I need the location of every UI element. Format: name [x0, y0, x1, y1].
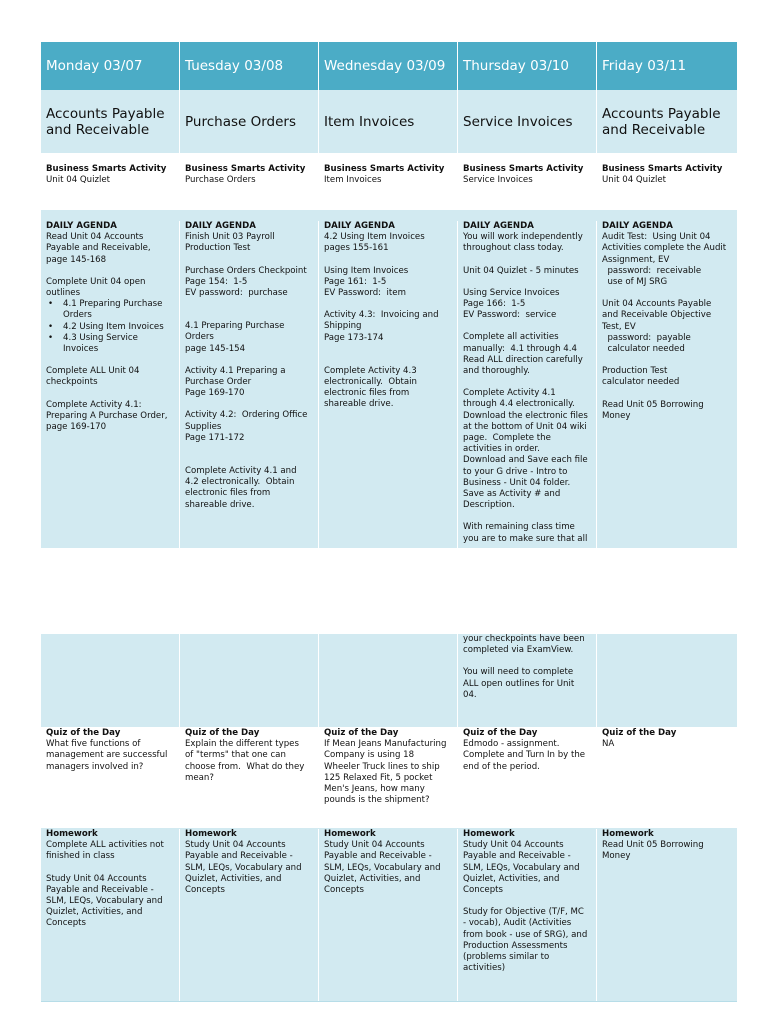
homework-line: Payable and Receivable - [463, 851, 571, 862]
weekly-schedule-table-top [41, 42, 737, 548]
agenda-line: your checkpoints have been [463, 634, 585, 644]
agenda-bullet: • 4.2 Using Item Invoices [46, 322, 174, 333]
day-header-friday: Friday 03/11 [602, 58, 687, 74]
agenda-line: Money [602, 410, 631, 421]
business-smarts-tuesday [180, 164, 319, 210]
agenda-line: through 4.4 electronically. [463, 399, 575, 410]
agenda-line: Using Item Invoices [324, 265, 409, 276]
business-smarts-text: Purchase Orders [185, 175, 256, 186]
agenda-cont-friday [597, 634, 737, 727]
agenda-line: Save as Activity # and [463, 489, 561, 500]
agenda-line: and Receivable Objective [602, 310, 712, 321]
agenda-label: DAILY AGENDA [324, 221, 395, 231]
day-header-row [41, 42, 737, 90]
agenda-line: Complete ALL Unit 04 [46, 366, 140, 377]
homework-line: Payable and Receivable - [185, 851, 293, 862]
agenda-line: Test, EV [602, 321, 636, 332]
agenda-line: page 145-154 [185, 343, 246, 354]
business-smarts-text: Unit 04 Quizlet [602, 175, 667, 186]
agenda-line: password: payable [602, 332, 691, 343]
homework-tuesday [180, 829, 319, 1002]
business-smarts-label: Business Smarts Activity [602, 164, 723, 174]
quiz-label: Quiz of the Day [185, 728, 260, 738]
business-smarts-monday [41, 164, 180, 210]
agenda-line: 04. [463, 689, 477, 700]
agenda-line: Orders [185, 332, 214, 343]
agenda-line: use of MJ SRG [602, 277, 668, 288]
homework-line: SLM, LEQs, Vocabulary and [185, 862, 302, 873]
homework-line: Read Unit 05 Borrowing [602, 840, 704, 851]
agenda-line: EV password: purchase [185, 288, 288, 299]
agenda-label: DAILY AGENDA [46, 221, 117, 231]
agenda-line: Page 173-174 [324, 332, 384, 343]
agenda-line: electronically. Obtain [324, 377, 418, 388]
homework-line: Quizlet, Activities, and [463, 873, 560, 884]
quiz-line: If Mean Jeans Manufacturing [324, 739, 447, 750]
agenda-line: activities in order. [463, 444, 540, 455]
quiz-line: mean? [185, 772, 214, 783]
agenda-label: DAILY AGENDA [185, 221, 256, 231]
homework-row [41, 828, 737, 1002]
quiz-line: end of the period. [463, 761, 540, 772]
agenda-line: Assignment, EV [602, 254, 670, 265]
agenda-line: calculator needed [602, 344, 685, 355]
homework-line: SLM, LEQs, Vocabulary and [463, 862, 580, 873]
quiz-line: pounds is the shipment? [324, 795, 430, 806]
homework-label: Homework [324, 829, 376, 839]
agenda-cont-wednesday [319, 634, 458, 727]
agenda-line: Page 169-170 [185, 388, 245, 399]
agenda-label: DAILY AGENDA [463, 221, 534, 231]
agenda-line: page. Complete the [463, 433, 551, 444]
quiz-monday [41, 728, 180, 828]
agenda-line: Page 154: 1-5 [185, 276, 248, 287]
agenda-line: Description. [463, 500, 515, 511]
agenda-line: shareable drive. [185, 499, 255, 510]
weekly-schedule-table-bottom [41, 634, 737, 1002]
agenda-line: Using Service Invoices [463, 287, 560, 298]
agenda-line: Complete Activity 4.3 [324, 365, 417, 376]
homework-line: SLM, LEQs, Vocabulary and [46, 896, 163, 907]
homework-label: Homework [46, 829, 98, 839]
agenda-line: Read Unit 05 Borrowing [602, 399, 704, 410]
agenda-line: Page 161: 1-5 [324, 276, 387, 287]
agenda-line: page 169-170 [46, 422, 107, 433]
agenda-line: throughout class today. [463, 243, 564, 254]
topic-thursday: Service Invoices [458, 90, 597, 153]
quiz-label: Quiz of the Day [602, 728, 677, 738]
agenda-line: outlines [46, 288, 81, 299]
homework-wednesday [319, 829, 458, 1002]
quiz-line: Edmodo - assignment. [463, 739, 560, 750]
agenda-line: Supplies [185, 421, 222, 432]
agenda-line: Activity 4.2: Ordering Office [185, 410, 308, 421]
homework-line: finished in class [46, 851, 115, 862]
business-smarts-label: Business Smarts Activity [185, 164, 306, 174]
business-smarts-text: Item Invoices [324, 175, 382, 186]
quiz-tuesday [180, 728, 319, 828]
homework-line: Concepts [324, 885, 365, 896]
agenda-line: EV Password: item [324, 288, 406, 299]
agenda-line: Payable and Receivable, [46, 243, 151, 254]
agenda-line: Page 171-172 [185, 432, 245, 443]
agenda-line: ALL open outlines for Unit [463, 678, 575, 689]
agenda-wednesday [319, 221, 458, 548]
agenda-line: completed via ExamView. [463, 645, 574, 656]
quiz-friday [597, 728, 737, 828]
homework-line: activities) [463, 963, 506, 974]
day-header-thursday: Thursday 03/10 [458, 42, 597, 90]
agenda-cont-thursday [458, 634, 597, 727]
homework-label: Homework [463, 829, 515, 839]
homework-label: Homework [185, 829, 237, 839]
agenda-line: Finish Unit 03 Payroll [185, 232, 275, 243]
quiz-of-the-day-row [41, 727, 737, 828]
homework-line: Payable and Receivable - [324, 851, 432, 862]
quiz-label: Quiz of the Day [324, 728, 399, 738]
business-smarts-text: Unit 04 Quizlet [46, 175, 111, 186]
agenda-line: Activity 4.3: Invoicing and [324, 310, 439, 321]
agenda-monday [41, 221, 180, 548]
agenda-line: Read Unit 04 Accounts [46, 232, 144, 243]
quiz-line: 125 Relaxed Fit, 5 pocket [324, 772, 433, 783]
agenda-line: Orders [63, 310, 92, 321]
agenda-line: electronic files from [324, 388, 410, 399]
quiz-line: managers involved in? [46, 761, 144, 772]
quiz-line: Men's Jeans, how many [324, 784, 425, 795]
business-smarts-text: Service Invoices [463, 175, 533, 186]
agenda-line: Purchase Orders Checkpoint [185, 265, 307, 276]
homework-monday [41, 829, 180, 1002]
quiz-label: Quiz of the Day [46, 728, 121, 738]
agenda-line: Production Test [602, 366, 668, 377]
business-smarts-label: Business Smarts Activity [324, 164, 445, 174]
quiz-line: Wheeler Truck lines to ship [324, 761, 440, 772]
agenda-tuesday [180, 221, 319, 548]
business-smarts-thursday [458, 164, 597, 210]
topic-friday: Accounts Payable and Receivable [602, 105, 721, 138]
agenda-line: checkpoints [46, 377, 98, 388]
day-header-tuesday: Tuesday 03/08 [180, 42, 319, 90]
homework-line: Quizlet, Activities, and [185, 873, 282, 884]
homework-line: Quizlet, Activities, and [46, 907, 143, 918]
homework-line: - vocab), Audit (Activities [463, 918, 572, 929]
agenda-line: 4.2 Using Item Invoices [324, 232, 425, 243]
agenda-thursday [458, 221, 597, 548]
agenda-cont-tuesday [180, 634, 319, 727]
agenda-line: Unit 04 Accounts Payable [602, 299, 712, 310]
homework-line: Money [602, 851, 631, 862]
quiz-line: Complete and Turn In by the [463, 750, 586, 761]
homework-line: Concepts [185, 885, 226, 896]
agenda-cont-monday [41, 634, 180, 727]
quiz-line: Explain the different types [185, 739, 299, 750]
homework-line: (problems similar to [463, 952, 550, 963]
agenda-line: at the bottom of Unit 04 wiki [463, 421, 587, 432]
homework-friday [597, 829, 737, 1002]
homework-line: Payable and Receivable - [46, 884, 154, 895]
quiz-line: Company is using 18 [324, 750, 415, 761]
agenda-line: pages 155-161 [324, 243, 389, 254]
homework-line: Complete ALL activities not [46, 840, 164, 851]
quiz-wednesday [319, 728, 458, 828]
quiz-line: management are successful [46, 750, 168, 761]
agenda-line: Download the electronic files [463, 410, 588, 421]
agenda-line: Complete Activity 4.1: [46, 399, 142, 410]
agenda-line: Download and Save each file [463, 455, 588, 466]
agenda-line: With remaining class time [463, 522, 575, 533]
agenda-line: password: receivable [602, 265, 702, 276]
agenda-friday [597, 221, 737, 548]
agenda-line: Complete all activities [463, 332, 559, 343]
agenda-line: 4.1 Preparing Purchase [185, 321, 285, 332]
agenda-line: Purchase Order [185, 377, 252, 388]
agenda-line: Unit 04 Quizlet - 5 minutes [463, 265, 579, 276]
homework-line: Quizlet, Activities, and [324, 873, 421, 884]
agenda-line: Business - Unit 04 folder. [463, 477, 571, 488]
agenda-line: and thoroughly. [463, 366, 530, 377]
quiz-line: NA [602, 739, 615, 750]
agenda-line: EV Password: service [463, 310, 557, 321]
agenda-line: 4.2 electronically. Obtain [185, 477, 295, 488]
daily-agenda-row [41, 210, 737, 548]
agenda-line: Read ALL direction carefully [463, 354, 583, 365]
homework-thursday [458, 829, 597, 1002]
homework-line: SLM, LEQs, Vocabulary and [324, 862, 441, 873]
daily-agenda-continued-row [41, 634, 737, 727]
agenda-line: Preparing A Purchase Order, [46, 410, 168, 421]
quiz-label: Quiz of the Day [463, 728, 538, 738]
agenda-line: Invoices [63, 344, 99, 355]
agenda-line: calculator needed [602, 377, 680, 388]
business-smarts-friday [597, 164, 737, 210]
business-smarts-wednesday [319, 164, 458, 210]
homework-line: Study Unit 04 Accounts [463, 840, 564, 851]
table-bottom-border [41, 1001, 737, 1002]
business-smarts-row [41, 153, 737, 210]
topic-tuesday: Purchase Orders [180, 90, 319, 153]
homework-line: from book - use of SRG), and [463, 929, 588, 940]
business-smarts-label: Business Smarts Activity [46, 164, 167, 174]
agenda-bullet: • 4.1 Preparing Purchase [46, 299, 174, 310]
agenda-line: Complete Activity 4.1 and [185, 466, 297, 477]
day-header-monday: Monday 03/07 [41, 42, 180, 90]
agenda-line: Activity 4.1 Preparing a [185, 365, 286, 376]
homework-line: Production Assessments [463, 940, 568, 951]
agenda-line: Production Test [185, 243, 251, 254]
agenda-label: DAILY AGENDA [602, 221, 673, 231]
agenda-line: You will work independently [463, 232, 583, 243]
agenda-bullet: • 4.3 Using Service [46, 333, 174, 344]
agenda-line: Audit Test: Using Unit 04 [602, 232, 711, 243]
quiz-line: choose from. What do they [185, 761, 305, 772]
quiz-line: of "terms" that one can [185, 750, 286, 761]
agenda-line: You will need to complete [463, 667, 574, 678]
agenda-line: to your G drive - Intro to [463, 466, 568, 477]
agenda-line: Complete Unit 04 open [46, 276, 146, 287]
agenda-line: Complete Activity 4.1 [463, 388, 556, 399]
agenda-line: Page 166: 1-5 [463, 299, 526, 310]
topic-monday: Accounts Payable and Receivable [41, 90, 180, 153]
quiz-thursday [458, 728, 597, 828]
homework-line: Concepts [46, 918, 87, 929]
agenda-line: Shipping [324, 321, 362, 332]
agenda-line: manually: 4.1 through 4.4 [463, 343, 577, 354]
agenda-line: you are to make sure that all [463, 533, 588, 544]
agenda-line: shareable drive. [324, 399, 394, 410]
homework-line: Study Unit 04 Accounts [185, 840, 286, 851]
homework-line: Study for Objective (T/F, MC [463, 907, 584, 918]
quiz-line: What five functions of [46, 739, 141, 750]
day-header-wednesday: Wednesday 03/09 [319, 42, 458, 90]
agenda-line: electronic files from [185, 488, 271, 499]
homework-line: Study Unit 04 Accounts [324, 840, 425, 851]
homework-label: Homework [602, 829, 654, 839]
topic-row [41, 90, 737, 153]
homework-line: Study Unit 04 Accounts [46, 873, 147, 884]
agenda-line: Activities complete the Audit [602, 243, 727, 254]
homework-line: Concepts [463, 885, 504, 896]
topic-wednesday: Item Invoices [319, 90, 458, 153]
agenda-line: page 145-168 [46, 254, 107, 265]
business-smarts-label: Business Smarts Activity [463, 164, 584, 174]
